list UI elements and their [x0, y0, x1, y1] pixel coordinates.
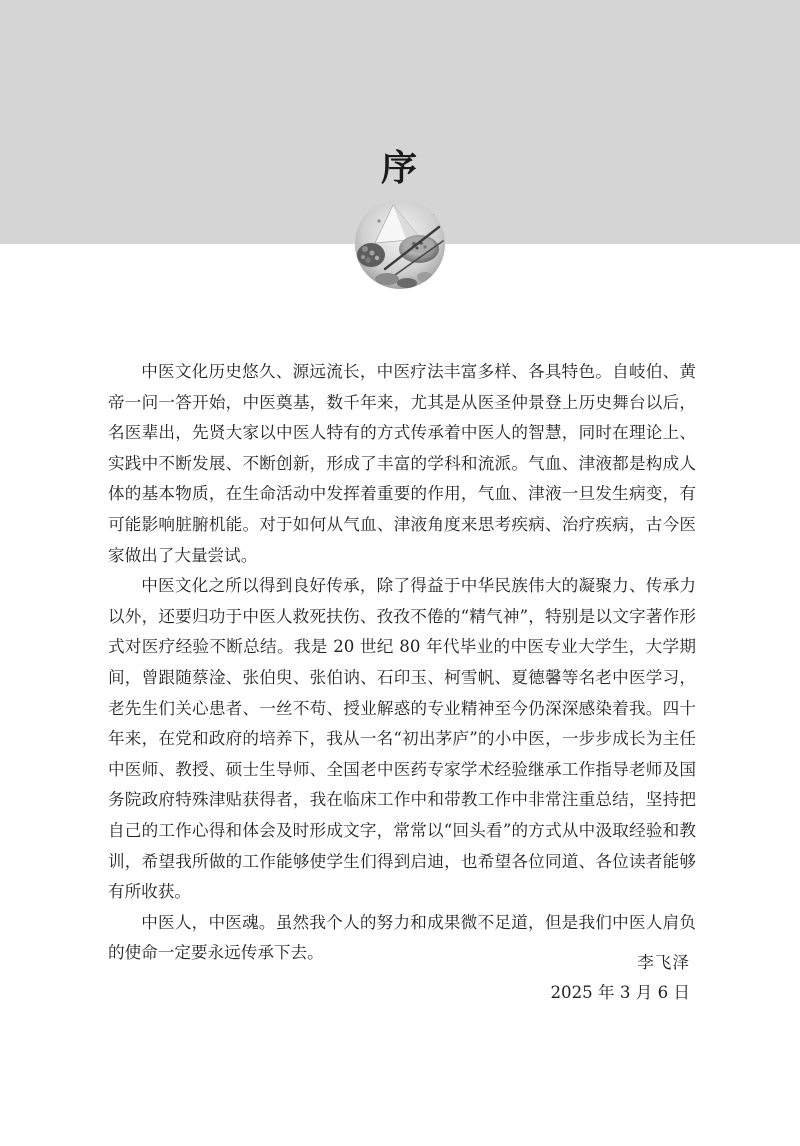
page-title: 序	[380, 147, 419, 190]
preface-paragraph: 中医文化历史悠久、源远流长，中医疗法丰富多样、各具特色。自岐伯、黄帝一问一答开始，中医奠基，数千年来，尤其是从医圣仲景登上历史舞台以后，名医辈出，先贤大家以中医人特有的方式传承着中医人的智慧，同时在理论上、实践中不断发展、不断创新，形成了丰富的学科和流派。气血、津液都是构成人体的基本物质，在生命活动中发挥着重要的作用，气血、津液一旦发生病变，有可能影响脏腑机能。对于如何从气血、津液角度来思考疾病、治疗疾病，古今医家做出了大量尝试。	[108, 362, 696, 565]
author-name: 李飞泽	[637, 953, 690, 972]
signature-block	[551, 948, 691, 1008]
signature-date: 2025 年 3 月 6 日	[550, 983, 690, 1002]
preface-paragraph: 中医文化之所以得到良好传承，除了得益于中华民族伟大的凝聚力、传承力以外，还要归功于中医人救死扶伤、孜孜不倦的“精气神”，特别是以文字著作形式对医疗经验不断总结。我是 20 世纪 80 年代毕业的中医专业大学生，大学期间，曾跟随蔡淦、张伯臾、张伯讷、石印玉、柯雪帆、夏德馨等名老中医学习，老先生们关心患者、一丝不苟、授业解惑的专业精神至今仍深深感染着我。四十年来，在党和政府的培养下，我从一名“初出茅庐”的小中医，一步步成长为主任中医师、教授、硕士生导师、全国老中医药专家学术经验继承工作指导老师及国务院政府特殊津贴获得者，我在临床工作中和带教工作中非常注重总结，坚持把自己的工作心得和体会及时形成文字，常常以“回头看”的方式从中汲取经验和教训，希望我所做的工作能够使学生们得到启迪，也希望各位同道、各位读者能够有所收获。	[108, 576, 696, 902]
header-medallion-image	[355, 199, 445, 289]
preface-paragraph: 中医人，中医魂。虽然我个人的努力和成果微不足道，但是我们中医人肩负的使命一定要永远传承下去。	[108, 912, 696, 963]
preface-body	[108, 357, 696, 969]
